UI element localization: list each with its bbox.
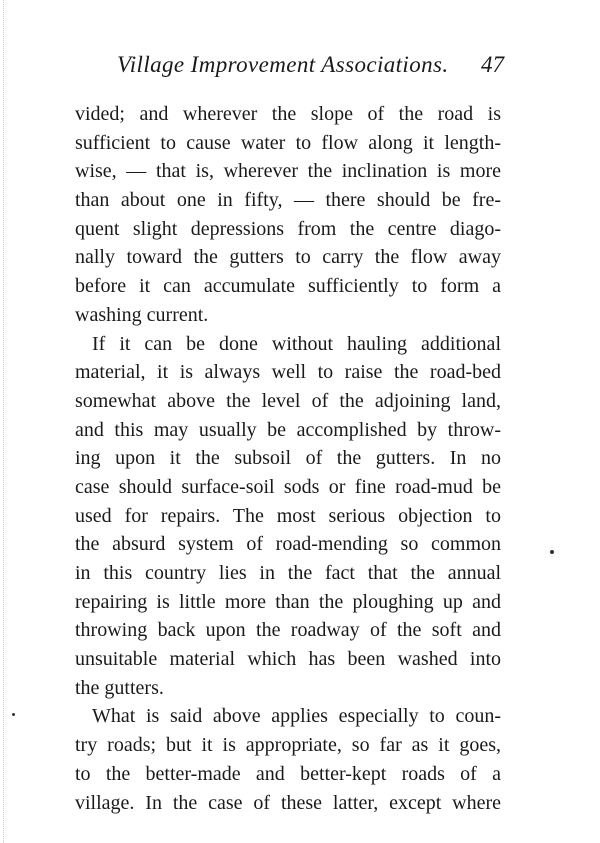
text-line: somewhat above the level of the adjoining land, [75,389,501,412]
text-line: unsuitable material which has been washed into [75,648,501,671]
body-text [75,100,501,817]
text-line: the absurd system of road-mending so common [75,533,501,556]
text-line: village. In the case of these latter, except where [75,791,501,814]
text-line: wise, — that is, wherever the inclination is more [75,160,501,183]
text-line: case should surface-soil sods or fine road-mud be [75,475,501,498]
text-line: throwing back upon the roadway of the soft and [75,619,501,642]
text-line: nally toward the gutters to carry the flow away [75,246,501,269]
page-number: 47 [481,52,504,77]
page-header [0,52,600,86]
text-line: in this country lies in the fact that the annual [75,562,501,584]
text-line: What is said above applies especially to coun- [92,705,501,728]
binding-edge [3,0,6,843]
text-line: used for repairs. The most serious objection to [75,504,501,527]
text-line: vided; and wherever the slope of the road is [75,103,501,125]
text-line: before it can accumulate sufficiently to form a [75,275,501,298]
text-line: repairing is little more than the ploughing up and [75,590,501,613]
ink-speck [12,713,15,716]
text-line: washing current. [75,303,209,326]
running-title: Village Improvement Associations. [117,52,449,77]
text-line: than about one in fifty, — there should be fre- [75,189,501,212]
text-line: and this may usually be accomplished by throw- [75,418,501,441]
text-line: sufficient to cause water to flow along it length- [75,131,501,154]
text-line: to the better-made and better-kept roads of a [75,762,501,785]
text-line: quent slight depressions from the centre diago- [75,217,501,240]
text-line: If it can be done without hauling additional [92,332,501,355]
text-line: ing upon it the subsoil of the gutters. In no [75,447,501,470]
text-line: the gutters. [75,676,164,699]
ink-speck [550,550,554,554]
text-line: material, it is always well to raise the road-bed [75,361,501,384]
text-line: try roads; but it is appropriate, so far as it goes, [75,734,501,757]
